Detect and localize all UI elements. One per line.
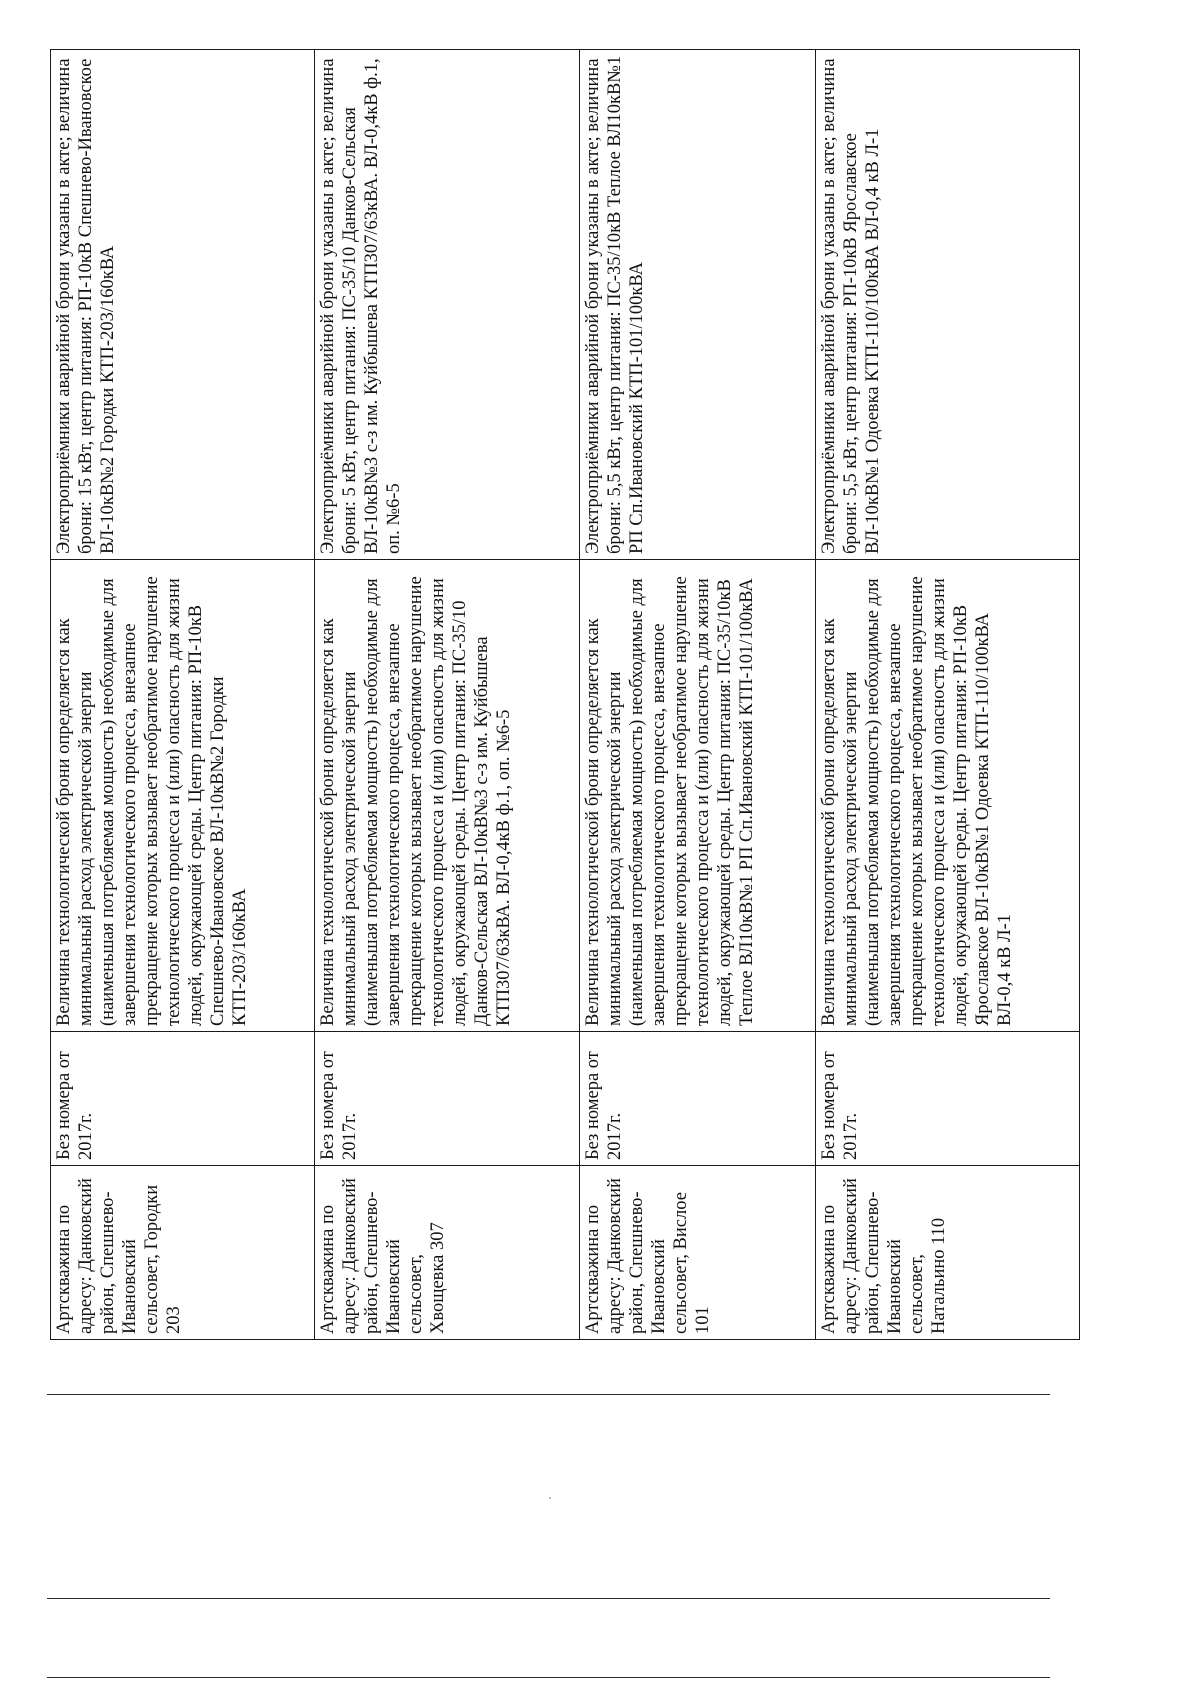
table-row: [815, 50, 1080, 1340]
rotated-table-container: [50, 50, 1080, 1340]
emergency-reserve-cell: Электроприёмники аварийной брони указаны в акте; величина брони: 5,5 кВт, центр питания: ПС-35/10кВ Теплое ВЛ10кВ№1 РП Сп.Ивановский КТП-101/100кВА: [579, 50, 815, 560]
object-cell: Артскважина по адресу: Данковский район, Спешнево-Ивановский сельсовет, Хвощевка 307: [315, 1166, 579, 1340]
table-row: [315, 50, 579, 1340]
table-row: [579, 50, 815, 1340]
emergency-reserve-cell: Электроприёмники аварийной брони указаны в акте; величина брони: 15 кВт, центр питания: РП-10кВ Спешнево-Ивановское ВЛ-10кВ№2 Городки КТП-203/160кВА: [51, 50, 315, 560]
reserve-table: [50, 49, 1080, 1340]
emergency-reserve-cell: Электроприёмники аварийной брони указаны в акте; величина брони: 5 кВт, центр питания: ПС-35/10 Данков-Сельская ВЛ-10кВ№3 с-з им. Куйбышева КТП307/63кВА. ВЛ-0,4кВ ф.1, оп. №6-5: [315, 50, 579, 560]
horizontal-rule: [47, 1598, 1050, 1599]
act-cell: Без номера от 2017г.: [579, 1032, 815, 1166]
act-cell: Без номера от 2017г.: [51, 1032, 315, 1166]
horizontal-rule: [47, 1394, 1050, 1395]
emergency-reserve-cell: Электроприёмники аварийной брони указаны в акте; величина брони: 5,5 кВт, центр питания: РП-10кВ Ярославское ВЛ-10кВ№1 Одоевка КТП-110/100кВА ВЛ-0,4 кВ Л-1: [815, 50, 1080, 560]
act-cell: Без номера от 2017г.: [815, 1032, 1080, 1166]
tech-reserve-cell: Величина технологической брони определяется как минимальный расход электрической энергии (наименьшая потребляемая мощность) необходимые для завершения технологического процесса, внезапное прекращение которых вызывает необратимое нарушение технологического процесса и (или) опасность для жизни людей, окружающей среды. Центр питания: ПС-35/10кВ Теплое ВЛ10кВ№1 РП Сп.Ивановский КТП-101/100кВА: [579, 560, 815, 1032]
act-cell: Без номера от 2017г.: [315, 1032, 579, 1166]
object-cell: Артскважина по адресу: Данковский район, Спешнево-Ивановский сельсовет, Натальино 110: [815, 1166, 1080, 1340]
tech-reserve-cell: Величина технологической брони определяется как минимальный расход электрической энергии (наименьшая потребляемая мощность) необходимые для завершения технологического процесса, внезапное прекращение которых вызывает необратимое нарушение технологического процесса и (или) опасность для жизни людей, окружающей среды. Центр питания: РП-10кВ Ярославское ВЛ-10кВ№1 Одоевка КТП-110/100кВА ВЛ-0,4 кВ Л-1: [815, 560, 1080, 1032]
tech-reserve-cell: Величина технологической брони определяется как минимальный расход электрической энергии (наименьшая потребляемая мощность) необходимые для завершения технологического процесса, внезапное прекращение которых вызывает необратимое нарушение технологического процесса и (или) опасность для жизни людей, окружающей среды. Центр питания: РП-10кВ Спешнево-Ивановское ВЛ-10кВ№2 Городки КТП-203/160кВА: [51, 560, 315, 1032]
table-row: [51, 50, 315, 1340]
scan-speck: [549, 1497, 551, 1499]
object-cell: Артскважина по адресу: Данковский район, Спешнево-Ивановский сельсовет, Вислое 101: [579, 1166, 815, 1340]
horizontal-rule: [47, 1677, 1050, 1678]
tech-reserve-cell: Величина технологической брони определяется как минимальный расход электрической энергии (наименьшая потребляемая мощность) необходимые для завершения технологического процесса, внезапное прекращение которых вызывает необратимое нарушение технологического процесса и (или) опасность для жизни людей, окружающей среды. Центр питания: ПС-35/10 Данков-Сельская ВЛ-10кВ№3 с-з им. Куйбышева КТП307/63кВА. ВЛ-0,4кВ ф.1, оп. №6-5: [315, 560, 579, 1032]
object-cell: Артскважина по адресу: Данковский район, Спешнево-Ивановский сельсовет, Городки 203: [51, 1166, 315, 1340]
